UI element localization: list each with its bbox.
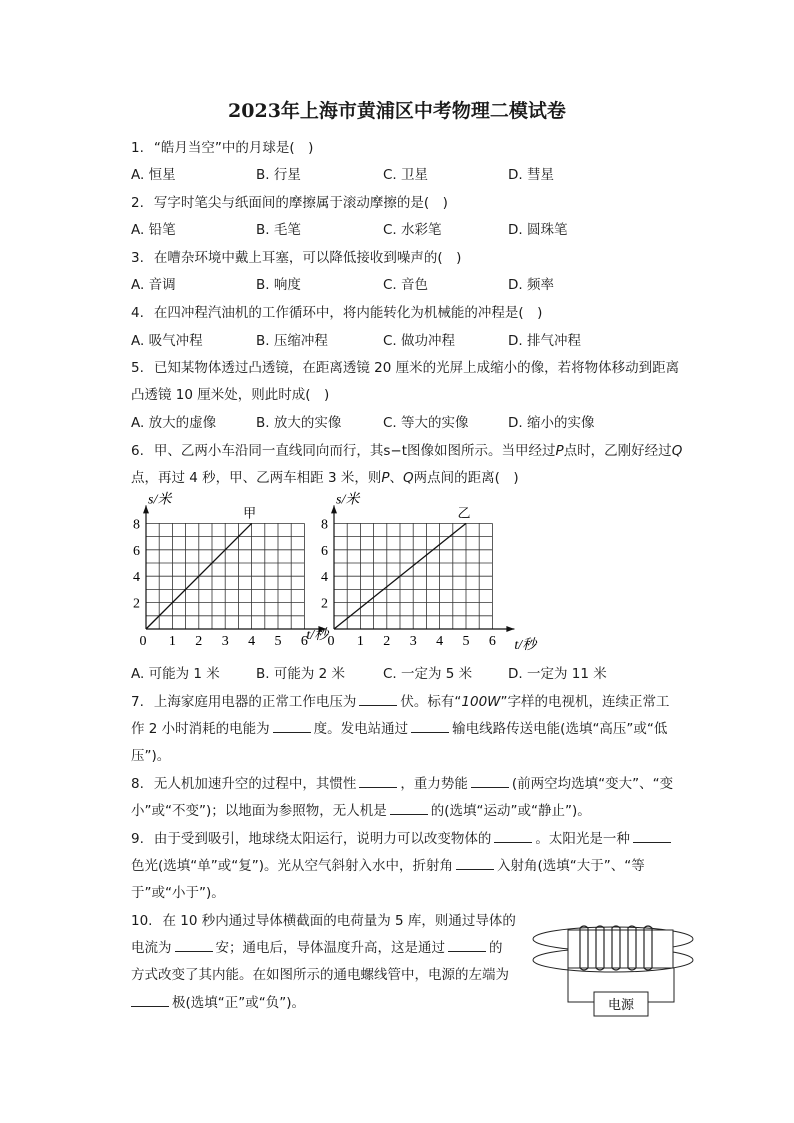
option-c[interactable]: C. 一定为 5 米 xyxy=(383,666,473,682)
option-d[interactable]: D. 缩小的实像 xyxy=(508,415,595,431)
option-a[interactable]: A. 恒星 xyxy=(131,167,176,183)
option-b[interactable]: B. 毛笔 xyxy=(256,222,301,238)
question-number: 10. xyxy=(131,913,153,929)
answer-blank[interactable] xyxy=(633,830,671,843)
question-9-line2 xyxy=(131,856,645,876)
question-7-line3: 压”)。 xyxy=(131,748,171,764)
question-10-line3: 方式改变了其内能。在如图所示的通电螺线管中，电源的左端为 xyxy=(131,967,509,983)
x-tick-label: 0 xyxy=(327,634,335,649)
x-tick-label: 2 xyxy=(195,634,203,649)
answer-blank[interactable] xyxy=(494,830,532,843)
question-text: 作 2 小时消耗的电能为 xyxy=(131,721,270,737)
question-5 xyxy=(131,358,679,378)
answer-blank[interactable] xyxy=(175,939,213,952)
question-text: 伏。标有“ xyxy=(400,694,462,710)
option-b[interactable]: B. 放大的实像 xyxy=(256,415,342,431)
x-tick-label: 3 xyxy=(221,634,229,649)
x-tick-label: 6 xyxy=(488,634,496,649)
st-graph-yi xyxy=(312,492,537,656)
question-8 xyxy=(131,774,673,794)
y-axis-label: s/米 xyxy=(336,492,360,508)
option-d[interactable]: D. 频率 xyxy=(508,277,554,293)
answer-blank[interactable] xyxy=(456,857,494,870)
question-text: 两点间的距离( ) xyxy=(413,470,519,486)
question-text: 由于受到吸引，地球绕太阳运行，说明力可以改变物体的 xyxy=(153,831,492,847)
question-number: 4. xyxy=(131,305,144,321)
question-number: 6. xyxy=(131,443,144,459)
x-tick-label: 1 xyxy=(356,634,364,649)
question-text: 写字时笔尖与纸面间的摩擦属于滚动摩擦的是( ) xyxy=(153,195,448,211)
option-a[interactable]: A. 音调 xyxy=(131,277,176,293)
question-8-line2 xyxy=(131,801,591,821)
option-b[interactable]: B. 响度 xyxy=(256,277,301,293)
question-text: 点，再过 4 秒，甲、乙两车相距 3 米，则 xyxy=(131,470,382,486)
question-text: 极(选填“正”或“负”)。 xyxy=(172,995,306,1011)
question-text-line1: 已知某物体透过凸透镜，在距离透镜 20 厘米的光屏上成缩小的像，若将物体移动到距离 xyxy=(153,360,680,376)
separator: 、 xyxy=(389,470,403,486)
question-1 xyxy=(131,138,313,158)
x-axis-arrow xyxy=(506,626,514,632)
option-c[interactable]: C. 做功冲程 xyxy=(383,333,456,349)
point-p: P xyxy=(381,470,390,486)
x-tick-label: 3 xyxy=(409,634,417,649)
y-tick-label: 2 xyxy=(133,596,140,612)
x-tick-label: 0 xyxy=(139,634,147,649)
question-text: “皓月当空”中的月球是( ) xyxy=(153,140,314,156)
option-c[interactable]: C. 等大的实像 xyxy=(383,415,469,431)
question-text: 色光(选填“单”或“复”)。光从空气斜射入水中，折射角 xyxy=(131,858,454,874)
question-6 xyxy=(131,441,682,461)
x-tick-label: 2 xyxy=(383,634,391,649)
option-a[interactable]: A. 放大的虚像 xyxy=(131,415,217,431)
question-7-line2 xyxy=(131,719,667,739)
option-a[interactable]: A. 可能为 1 米 xyxy=(131,666,220,682)
wire-right xyxy=(646,968,674,1002)
question-10-line2 xyxy=(131,938,503,958)
y-tick-label: 2 xyxy=(321,596,328,612)
option-b[interactable]: B. 压缩冲程 xyxy=(256,333,328,349)
question-text: 。太阳光是一种 xyxy=(535,831,630,847)
point-p: P xyxy=(555,443,564,459)
question-text: 输电线路传送电能(选填“高压”或“低 xyxy=(452,721,668,737)
option-c[interactable]: C. 卫星 xyxy=(383,167,429,183)
question-7 xyxy=(131,692,670,712)
question-text: 在四冲程汽油机的工作循环中，将内能转化为机械能的冲程是( ) xyxy=(153,305,543,321)
y-tick-label: 8 xyxy=(133,517,140,533)
option-a[interactable]: A. 铅笔 xyxy=(131,222,176,238)
question-number: 2. xyxy=(131,195,144,211)
question-number: 7. xyxy=(131,694,144,710)
question-text: 的(选填“运动”或“静止”)。 xyxy=(430,803,591,819)
power-source-label: 电源 xyxy=(607,998,635,1013)
option-d[interactable]: D. 一定为 11 米 xyxy=(508,666,607,682)
x-tick-label: 5 xyxy=(274,634,282,649)
answer-blank[interactable] xyxy=(131,994,169,1007)
option-b[interactable]: B. 可能为 2 米 xyxy=(256,666,346,682)
question-4 xyxy=(131,303,542,323)
question-text: 在 10 秒内通过导体横截面的电荷量为 5 库，则通过导体的 xyxy=(162,913,516,929)
question-text: 甲、乙两小车沿同一直线同向而行，其s−t图像如图所示。当甲经过 xyxy=(153,443,556,459)
question-9 xyxy=(131,829,674,849)
x-tick-label: 1 xyxy=(168,634,176,649)
y-tick-label: 4 xyxy=(321,570,328,586)
y-tick-label: 4 xyxy=(133,570,140,586)
option-c[interactable]: C. 音色 xyxy=(383,277,429,293)
answer-blank[interactable] xyxy=(359,693,397,706)
question-10 xyxy=(131,911,516,931)
answer-blank[interactable] xyxy=(471,775,509,788)
solenoid-diagram xyxy=(528,912,698,1024)
x-tick-label: 5 xyxy=(462,634,470,649)
answer-blank[interactable] xyxy=(448,939,486,952)
y-axis-label: s/米 xyxy=(148,492,172,508)
question-text: 的 xyxy=(489,940,503,956)
option-a[interactable]: A. 吸气冲程 xyxy=(131,333,203,349)
x-tick-label: 4 xyxy=(436,634,444,649)
question-text: 入射角(选填“大于”、“等 xyxy=(497,858,645,874)
question-2 xyxy=(131,193,448,213)
question-text: 无人机加速升空的过程中，其惯性 xyxy=(153,776,357,792)
question-text: ，重力势能 xyxy=(400,776,468,792)
rating-text: 100W xyxy=(461,694,501,710)
point-q: Q xyxy=(671,443,683,459)
question-text: 点时，乙刚好经过 xyxy=(563,443,672,459)
option-b[interactable]: B. 行星 xyxy=(256,167,301,183)
answer-blank[interactable] xyxy=(390,802,428,815)
question-number: 9. xyxy=(131,831,144,847)
option-d[interactable]: D. 圆珠笔 xyxy=(508,222,568,238)
question-5-line2: 凸透镜 10 厘米处，则此时成( ) xyxy=(131,387,330,403)
x-axis-label: t/秒 xyxy=(514,638,537,653)
st-graph-jia xyxy=(120,492,329,656)
y-tick-label: 8 xyxy=(321,517,328,533)
question-10-line4 xyxy=(131,993,305,1013)
option-d[interactable]: D. 排气冲程 xyxy=(508,333,581,349)
question-text: 在嘈杂环境中戴上耳塞，可以降低接收到噪声的( ) xyxy=(153,250,462,266)
x-tick-label: 4 xyxy=(248,634,256,649)
wire-left xyxy=(568,968,596,1002)
question-number: 8. xyxy=(131,776,144,792)
question-9-line3: 于”或“小于”)。 xyxy=(131,885,225,901)
series-label: 甲 xyxy=(243,505,257,521)
series-label: 乙 xyxy=(457,505,471,521)
page-title: 2023年上海市黄浦区中考物理二模试卷 xyxy=(228,100,566,122)
question-text: 安；通电后，导体温度升高，这是通过 xyxy=(215,940,445,956)
question-text: 电流为 xyxy=(131,940,172,956)
question-number: 5. xyxy=(131,360,144,376)
question-text: 上海家庭用电器的正常工作电压为 xyxy=(153,694,357,710)
question-text: (前两空均选填“变大”、“变 xyxy=(511,776,674,792)
answer-blank[interactable] xyxy=(359,775,397,788)
question-text: 度。发电站通过 xyxy=(313,721,409,737)
question-text: 小”或“不变”)；以地面为参照物，无人机是 xyxy=(131,803,387,819)
question-number: 3. xyxy=(131,250,144,266)
point-q: Q xyxy=(403,470,414,486)
question-number: 1. xyxy=(131,140,144,156)
option-c[interactable]: C. 水彩笔 xyxy=(383,222,442,238)
x-tick-label: 6 xyxy=(300,634,308,649)
option-d[interactable]: D. 彗星 xyxy=(508,167,554,183)
question-text: ”字样的电视机，连续正常工 xyxy=(500,694,670,710)
question-3 xyxy=(131,248,461,268)
y-tick-label: 6 xyxy=(133,543,140,559)
answer-blank[interactable] xyxy=(273,720,311,733)
x-axis-label: t/秒 xyxy=(306,628,329,643)
question-6-line2 xyxy=(131,468,519,488)
answer-blank[interactable] xyxy=(411,720,449,733)
y-tick-label: 6 xyxy=(321,543,328,559)
